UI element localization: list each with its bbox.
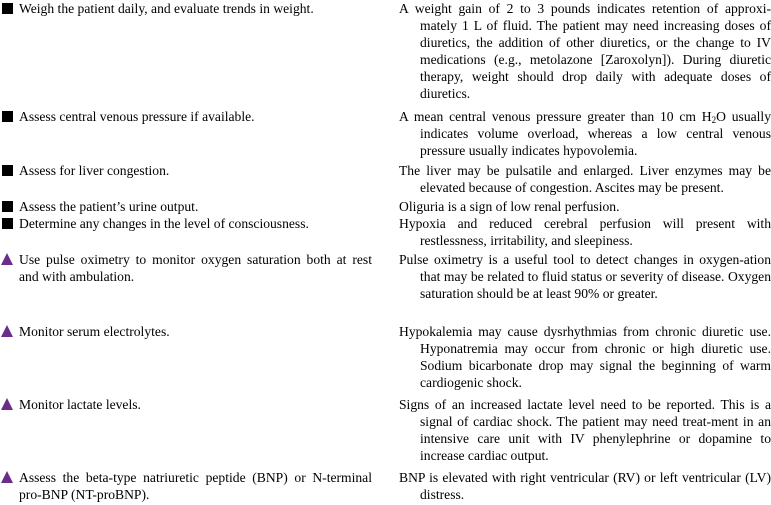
- square-bullet-icon: [2, 201, 13, 212]
- intervention-cell: [0, 108, 372, 125]
- intervention-cell: [0, 162, 372, 179]
- rationale-text: Pulse oximetry is a useful tool to detect changes in oxygen-ation that may be related to fluid status or severity of disease. Oxygen saturation should be at least 90% or greater.: [399, 252, 771, 301]
- triangle-bullet-icon: [1, 398, 13, 410]
- square-bullet-icon: [2, 3, 13, 14]
- rationale-cell: [399, 108, 771, 159]
- intervention-text: Weigh the patient daily, and evaluate trends in weight.: [19, 1, 314, 16]
- rationale-text: BNP is elevated with right ventricular (RV) or left ventricular (LV) distress.: [399, 470, 771, 502]
- intervention-text: Assess the patient’s urine output.: [19, 199, 199, 214]
- triangle-bullet-icon: [1, 325, 13, 337]
- intervention-text: Use pulse oximetry to monitor oxygen saturation both at rest and with ambulation.: [19, 252, 372, 284]
- rationale-text: Oliguria is a sign of low renal perfusion.: [399, 199, 620, 214]
- rationale-text: Hypokalemia may cause dysrhythmias from chronic diuretic use. Hyponatremia may occur from chronic or high diuretic use. Sodium bicarbonate drop may signal the beginning of warm cardiogenic shock.: [399, 324, 771, 390]
- intervention-text: Assess the beta-type natriuretic peptide (BNP) or N-terminal pro-BNP (NT-proBNP).: [19, 470, 372, 502]
- rationale-text: The liver may be pulsatile and enlarged. Liver enzymes may be elevated because of congestion. Ascites may be present.: [399, 163, 771, 195]
- rationale-text: O usually indicates volume overload, whereas a low central venous pressure usually indicates hypovolemia.: [420, 109, 771, 158]
- intervention-cell: [0, 0, 372, 17]
- intervention-cell: [0, 215, 372, 232]
- rationale-text: A weight gain of 2 to 3 pounds indicates retention of approxi-mately 1 L of fluid. The patient may need increasing doses of diuretics, the addition of other diuretics, or the change to IV medications (e.g., metolazone [Zaroxolyn]). During diuretic therapy, weight should drop daily with adequate doses of diuretics.: [399, 1, 771, 101]
- intervention-text: Assess for liver congestion.: [19, 163, 170, 178]
- rationale-text: A mean central venous pressure greater than 10 cm H: [399, 109, 712, 124]
- intervention-text: Monitor serum electrolytes.: [19, 324, 170, 339]
- intervention-text: Determine any changes in the level of consciousness.: [19, 216, 309, 231]
- intervention-cell: [0, 251, 372, 285]
- intervention-cell: [0, 469, 372, 503]
- subscript-text: 2: [711, 115, 717, 125]
- triangle-bullet-icon: [1, 471, 13, 483]
- rationale-text: Hypoxia and reduced cerebral perfusion will present with restlessness, irritability, and sleepiness.: [399, 216, 771, 248]
- intervention-text: Monitor lactate levels.: [19, 397, 141, 412]
- intervention-cell: [0, 323, 372, 340]
- intervention-cell: [0, 396, 372, 413]
- square-bullet-icon: [2, 111, 13, 122]
- square-bullet-icon: [2, 218, 13, 229]
- rationale-text: Signs of an increased lactate level need to be reported. This is a signal of cardiac shock. The patient may need treat-ment in an intensive care unit with IV phenylephrine or dopamine to increase cardiac output.: [399, 397, 771, 463]
- square-bullet-icon: [2, 165, 13, 176]
- intervention-cell: [0, 198, 372, 215]
- intervention-text: Assess central venous pressure if available.: [19, 109, 255, 124]
- triangle-bullet-icon: [1, 253, 13, 265]
